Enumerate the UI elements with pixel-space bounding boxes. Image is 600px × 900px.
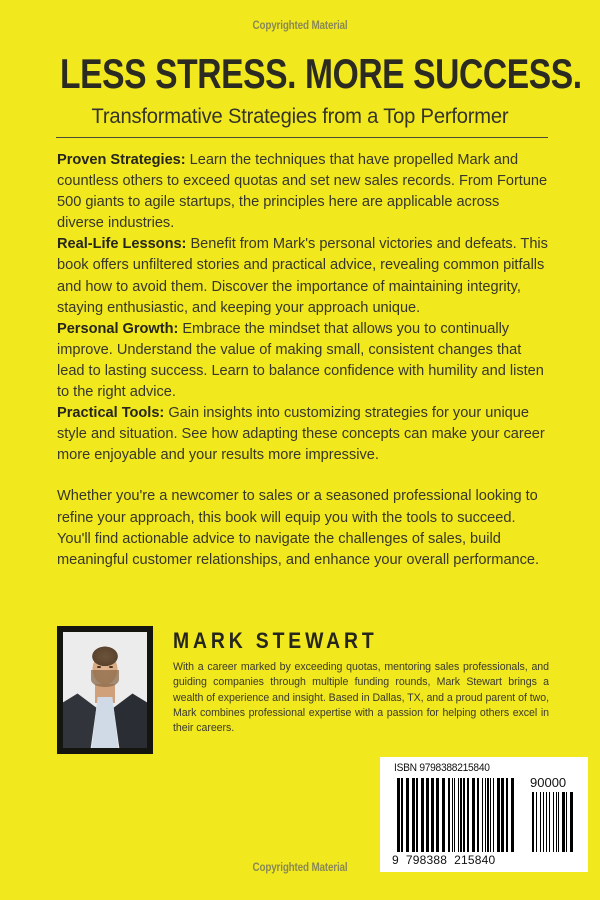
blurb-section [57, 234, 549, 318]
page-subtitle: Transformative Strategies from a Top Performer [91, 105, 509, 128]
barcode-bar [406, 778, 409, 852]
barcode-bar [463, 778, 465, 852]
barcode-bar [511, 778, 514, 852]
barcode-ean13 [397, 778, 515, 852]
barcode-digit-group1: 798388 [405, 853, 448, 867]
barcode-bar [452, 778, 453, 852]
page-title: LESS STRESS. MORE SUCCESS. [60, 50, 582, 97]
barcode-bar [543, 792, 544, 852]
blurb-section-text: Gain insights into customizing strategies for your unique style and situation. See how adapting these concepts can make your career more enjoyable and your results more impressive. [57, 405, 545, 464]
barcode-bar [566, 792, 567, 852]
barcode-digit-prefix: 9 [392, 853, 399, 867]
barcode-bar [490, 778, 491, 852]
blurb-section-heading: Personal Growth: [57, 320, 179, 337]
barcode-bar [431, 778, 434, 852]
barcode-digit-group2: 215840 [454, 853, 496, 867]
avatar [63, 632, 147, 748]
blurb-section-heading: Practical Tools: [57, 405, 165, 422]
barcode-bar [562, 792, 565, 852]
barcode-bar [501, 778, 504, 852]
barcode-bar [485, 778, 486, 852]
barcode-bar [454, 778, 455, 852]
isbn-label: ISBN 9798388215840 [394, 762, 490, 774]
barcode-bar [546, 792, 547, 852]
barcode-bar [570, 792, 573, 852]
divider-rule [56, 137, 548, 138]
barcode-bar [416, 778, 418, 852]
blurb-section-text: Learn the techniques that have propelled Mark and countless others to exceed quotas and set new sales records. From Fortune 500 giants to agile startups, the principles here are applicable across diverse industries. [57, 152, 548, 232]
blurb-closing-paragraph: Whether you're a newcomer to sales or a seasoned professional looking to refine your approach, this book will equip you with the tools to succeed. You'll find actionable advice to navigate the challenges of sales, build meaningful customer relationships, and enhance your overall performance. [57, 488, 540, 568]
portrait-beard [91, 670, 120, 686]
portrait-eye-right [109, 666, 113, 669]
barcode-bar [506, 778, 508, 852]
author-bio-text: With a career marked by exceeding quotas, mentoring sales professionals, and guiding companies through multiple funding rounds, Mark Stewart brings a wealth of experience and insight. Based in Dallas, TX, and a proud parent of two, Mark combines professional expertise with a passion for helping others excel in their careers. [173, 661, 549, 735]
barcode-bar [482, 778, 483, 852]
barcode-bar [458, 778, 459, 852]
blurb-section [57, 319, 549, 403]
barcode-bar [426, 778, 429, 852]
barcode-bar [467, 778, 469, 852]
blurb-body [57, 150, 549, 571]
blurb-section-heading: Proven Strategies: [57, 152, 186, 168]
barcode-addon-label: 90000 [530, 775, 567, 790]
barcode-bar [477, 778, 479, 852]
barcode-bar [448, 778, 450, 852]
barcode-bar [460, 778, 462, 852]
barcode-bar [442, 778, 445, 852]
barcode-bar [553, 792, 554, 852]
barcode-bar [397, 778, 400, 852]
blurb-section-text: Embrace the mindset that allows you to continually improve. Understand the value of making small, consistent changes that lead to lasting success. Learn to balance confidence with humility and listen to the right advice. [57, 320, 544, 401]
blurb-section-heading: Real-Life Lessons: [57, 236, 187, 253]
barcode-bar [558, 792, 559, 852]
barcode-bar [536, 792, 537, 852]
barcode-bar [493, 778, 494, 852]
copyright-notice-top: Copyrighted Material [252, 20, 348, 32]
barcode-bar [401, 778, 403, 852]
barcode-bar [412, 778, 415, 852]
barcode-bar [487, 778, 489, 852]
barcode-bar [497, 778, 500, 852]
barcode-bar [421, 778, 424, 852]
portrait-eye-left [97, 666, 101, 669]
barcode-addon-bars [532, 792, 576, 852]
barcode-bar [540, 792, 541, 852]
author-name: MARK STEWART [173, 628, 378, 653]
barcode-bar [436, 778, 439, 852]
author-bio-block [57, 626, 549, 758]
author-photo-frame [57, 626, 153, 754]
blurb-section [57, 403, 549, 466]
blurb-section-text: Benefit from Mark's personal victories and defeats. This book offers unfiltered stories and practical advice, revealing common pitfalls and how to avoid them. Discover the importance of maintaining integrity, staying enthusiastic, and keeping your approach unique. [57, 236, 548, 316]
blurb-section [57, 150, 549, 234]
barcode-bar [532, 792, 534, 852]
copyright-notice-bottom: Copyrighted Material [252, 862, 348, 874]
barcode-bar [556, 792, 557, 852]
isbn-barcode-panel [380, 757, 588, 872]
barcode-bar [549, 792, 550, 852]
barcode-bar [472, 778, 475, 852]
